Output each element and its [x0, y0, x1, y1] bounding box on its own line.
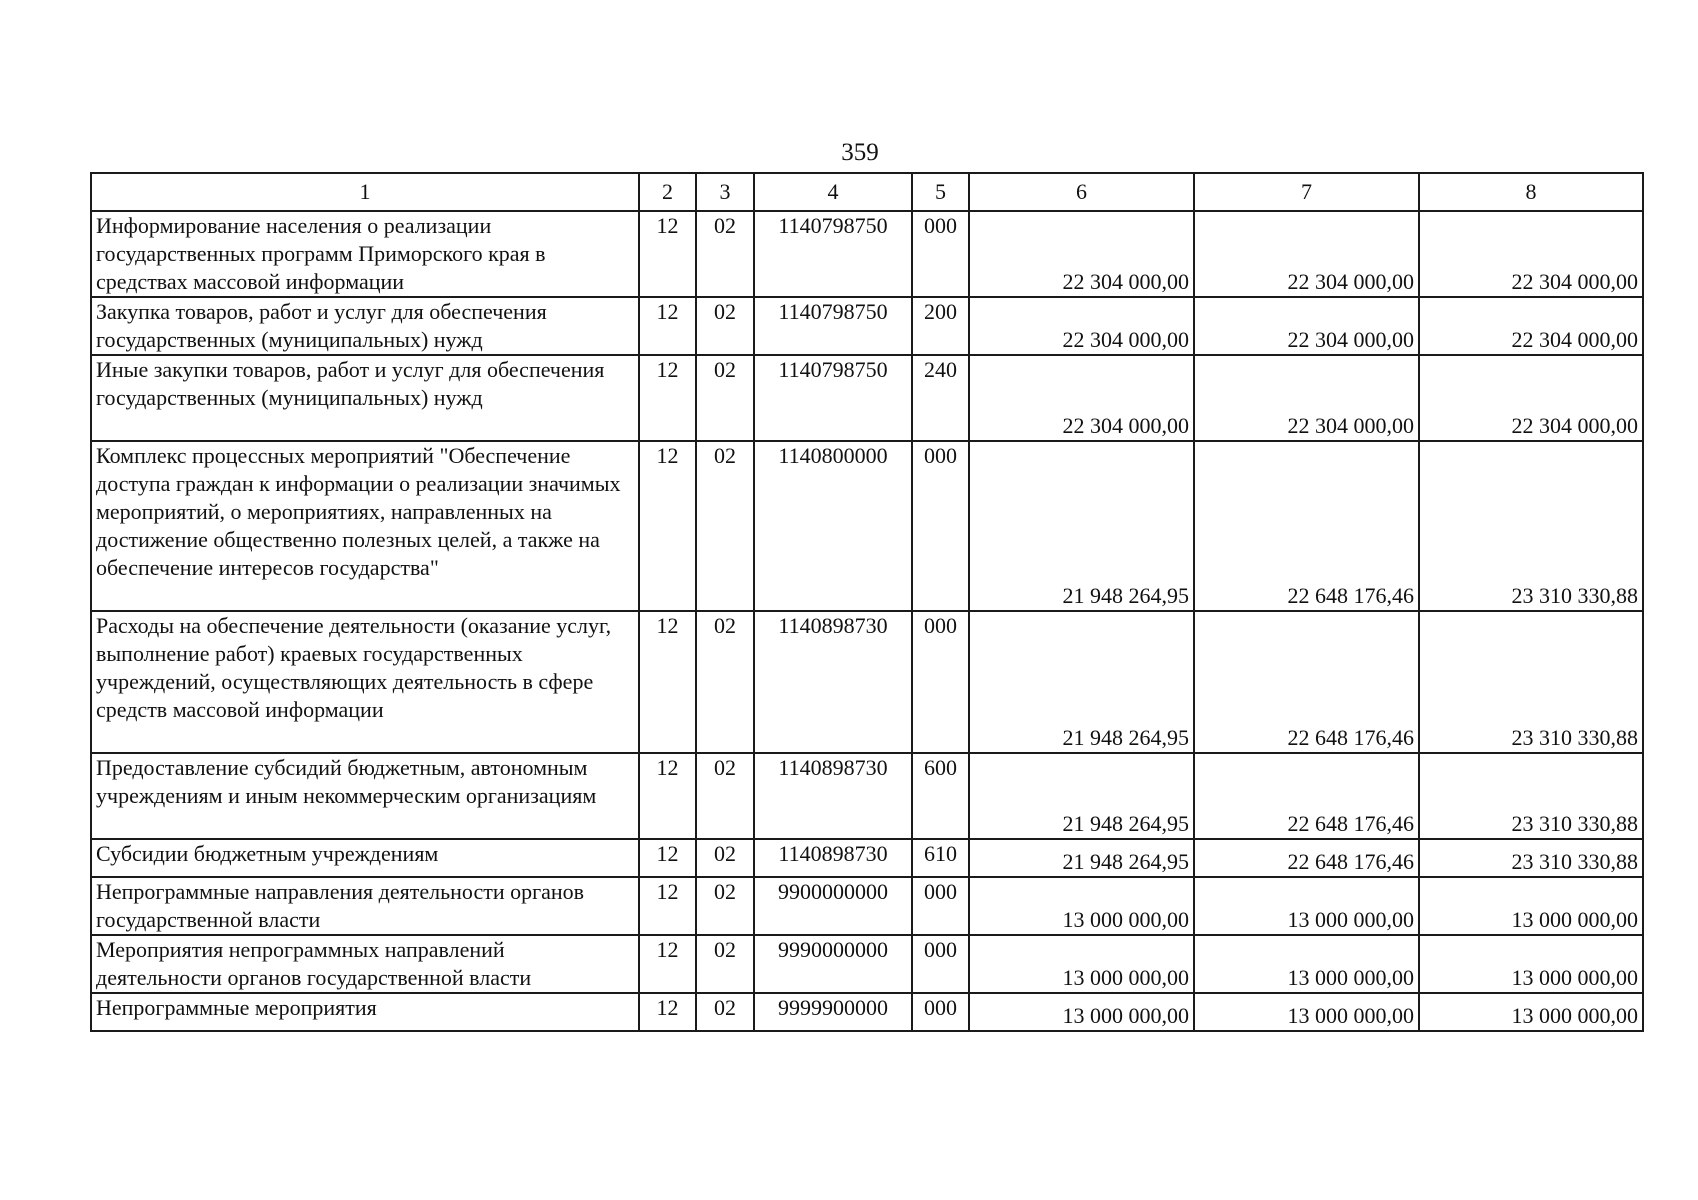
table-row [91, 839, 1643, 877]
amount-col-6: 21 948 264,95 [969, 839, 1194, 877]
table-row [91, 993, 1643, 1031]
subsection-code: 02 [696, 297, 754, 355]
target-article-code: 1140798750 [754, 211, 912, 297]
subsection-code: 02 [696, 753, 754, 839]
amount-col-6: 22 304 000,00 [969, 211, 1194, 297]
amount-col-6: 22 304 000,00 [969, 355, 1194, 441]
expense-type-code: 610 [912, 839, 969, 877]
row-name: Расходы на обеспечение деятельности (оказание услуг, выполнение работ) краевых государственных учреждений, осуществляющих деятельность в сфере средств массовой информации [91, 611, 639, 753]
table-header-row [91, 173, 1643, 211]
table-row [91, 297, 1643, 355]
table-row [91, 611, 1643, 753]
table-row [91, 211, 1643, 297]
amount-col-6: 22 304 000,00 [969, 297, 1194, 355]
column-header: 2 [639, 173, 696, 211]
amount-col-6: 13 000 000,00 [969, 877, 1194, 935]
expense-type-code: 000 [912, 993, 969, 1031]
row-name: Закупка товаров, работ и услуг для обеспечения государственных (муниципальных) нужд [91, 297, 639, 355]
amount-col-8: 22 304 000,00 [1419, 211, 1643, 297]
amount-col-8: 13 000 000,00 [1419, 877, 1643, 935]
column-header: 1 [91, 173, 639, 211]
target-article-code: 9900000000 [754, 877, 912, 935]
row-name: Предоставление субсидий бюджетным, автономным учреждениям и иным некоммерческим организациям [91, 753, 639, 839]
target-article-code: 1140898730 [754, 839, 912, 877]
expense-type-code: 000 [912, 611, 969, 753]
amount-col-6: 13 000 000,00 [969, 935, 1194, 993]
amount-col-7: 22 648 176,46 [1194, 441, 1419, 611]
subsection-code: 02 [696, 355, 754, 441]
table-row [91, 935, 1643, 993]
amount-col-8: 23 310 330,88 [1419, 611, 1643, 753]
column-header: 5 [912, 173, 969, 211]
subsection-code: 02 [696, 839, 754, 877]
column-header: 8 [1419, 173, 1643, 211]
amount-col-8: 13 000 000,00 [1419, 935, 1643, 993]
section-code: 12 [639, 839, 696, 877]
table-row [91, 753, 1643, 839]
section-code: 12 [639, 211, 696, 297]
expense-type-code: 600 [912, 753, 969, 839]
amount-col-8: 23 310 330,88 [1419, 753, 1643, 839]
subsection-code: 02 [696, 993, 754, 1031]
subsection-code: 02 [696, 611, 754, 753]
row-name: Непрограммные мероприятия [91, 993, 639, 1031]
amount-col-6: 21 948 264,95 [969, 611, 1194, 753]
amount-col-8: 23 310 330,88 [1419, 441, 1643, 611]
amount-col-7: 22 304 000,00 [1194, 211, 1419, 297]
expense-type-code: 200 [912, 297, 969, 355]
column-header: 4 [754, 173, 912, 211]
budget-table [90, 172, 1644, 1032]
subsection-code: 02 [696, 877, 754, 935]
amount-col-7: 22 304 000,00 [1194, 297, 1419, 355]
amount-col-7: 22 304 000,00 [1194, 355, 1419, 441]
column-header: 6 [969, 173, 1194, 211]
amount-col-8: 13 000 000,00 [1419, 993, 1643, 1031]
amount-col-7: 13 000 000,00 [1194, 877, 1419, 935]
section-code: 12 [639, 753, 696, 839]
target-article-code: 1140800000 [754, 441, 912, 611]
section-code: 12 [639, 441, 696, 611]
row-name: Мероприятия непрограммных направлений деятельности органов государственной власти [91, 935, 639, 993]
table-row [91, 441, 1643, 611]
target-article-code: 9999900000 [754, 993, 912, 1031]
target-article-code: 1140798750 [754, 355, 912, 441]
expense-type-code: 000 [912, 877, 969, 935]
amount-col-8: 23 310 330,88 [1419, 839, 1643, 877]
section-code: 12 [639, 355, 696, 441]
amount-col-7: 13 000 000,00 [1194, 935, 1419, 993]
section-code: 12 [639, 935, 696, 993]
expense-type-code: 000 [912, 441, 969, 611]
row-name: Комплекс процессных мероприятий "Обеспечение доступа граждан к информации о реализации значимых мероприятий, о мероприятиях, направленных на достижение общественно полезных целей, а также на обеспечение интересов государства" [91, 441, 639, 611]
target-article-code: 1140898730 [754, 611, 912, 753]
expense-type-code: 240 [912, 355, 969, 441]
section-code: 12 [639, 297, 696, 355]
column-header: 7 [1194, 173, 1419, 211]
page-number: 359 [841, 139, 879, 166]
column-header: 3 [696, 173, 754, 211]
table-row [91, 877, 1643, 935]
amount-col-8: 22 304 000,00 [1419, 297, 1643, 355]
row-name: Непрограммные направления деятельности органов государственной власти [91, 877, 639, 935]
subsection-code: 02 [696, 935, 754, 993]
amount-col-7: 13 000 000,00 [1194, 993, 1419, 1031]
amount-col-7: 22 648 176,46 [1194, 753, 1419, 839]
amount-col-6: 21 948 264,95 [969, 441, 1194, 611]
amount-col-8: 22 304 000,00 [1419, 355, 1643, 441]
row-name: Информирование населения о реализации государственных программ Приморского края в средствах массовой информации [91, 211, 639, 297]
amount-col-7: 22 648 176,46 [1194, 839, 1419, 877]
subsection-code: 02 [696, 441, 754, 611]
row-name: Субсидии бюджетным учреждениям [91, 839, 639, 877]
target-article-code: 9990000000 [754, 935, 912, 993]
row-name: Иные закупки товаров, работ и услуг для обеспечения государственных (муниципальных) нужд [91, 355, 639, 441]
amount-col-6: 21 948 264,95 [969, 753, 1194, 839]
section-code: 12 [639, 611, 696, 753]
amount-col-7: 22 648 176,46 [1194, 611, 1419, 753]
target-article-code: 1140898730 [754, 753, 912, 839]
amount-col-6: 13 000 000,00 [969, 993, 1194, 1031]
expense-type-code: 000 [912, 935, 969, 993]
target-article-code: 1140798750 [754, 297, 912, 355]
subsection-code: 02 [696, 211, 754, 297]
table-row [91, 355, 1643, 441]
section-code: 12 [639, 877, 696, 935]
section-code: 12 [639, 993, 696, 1031]
expense-type-code: 000 [912, 211, 969, 297]
